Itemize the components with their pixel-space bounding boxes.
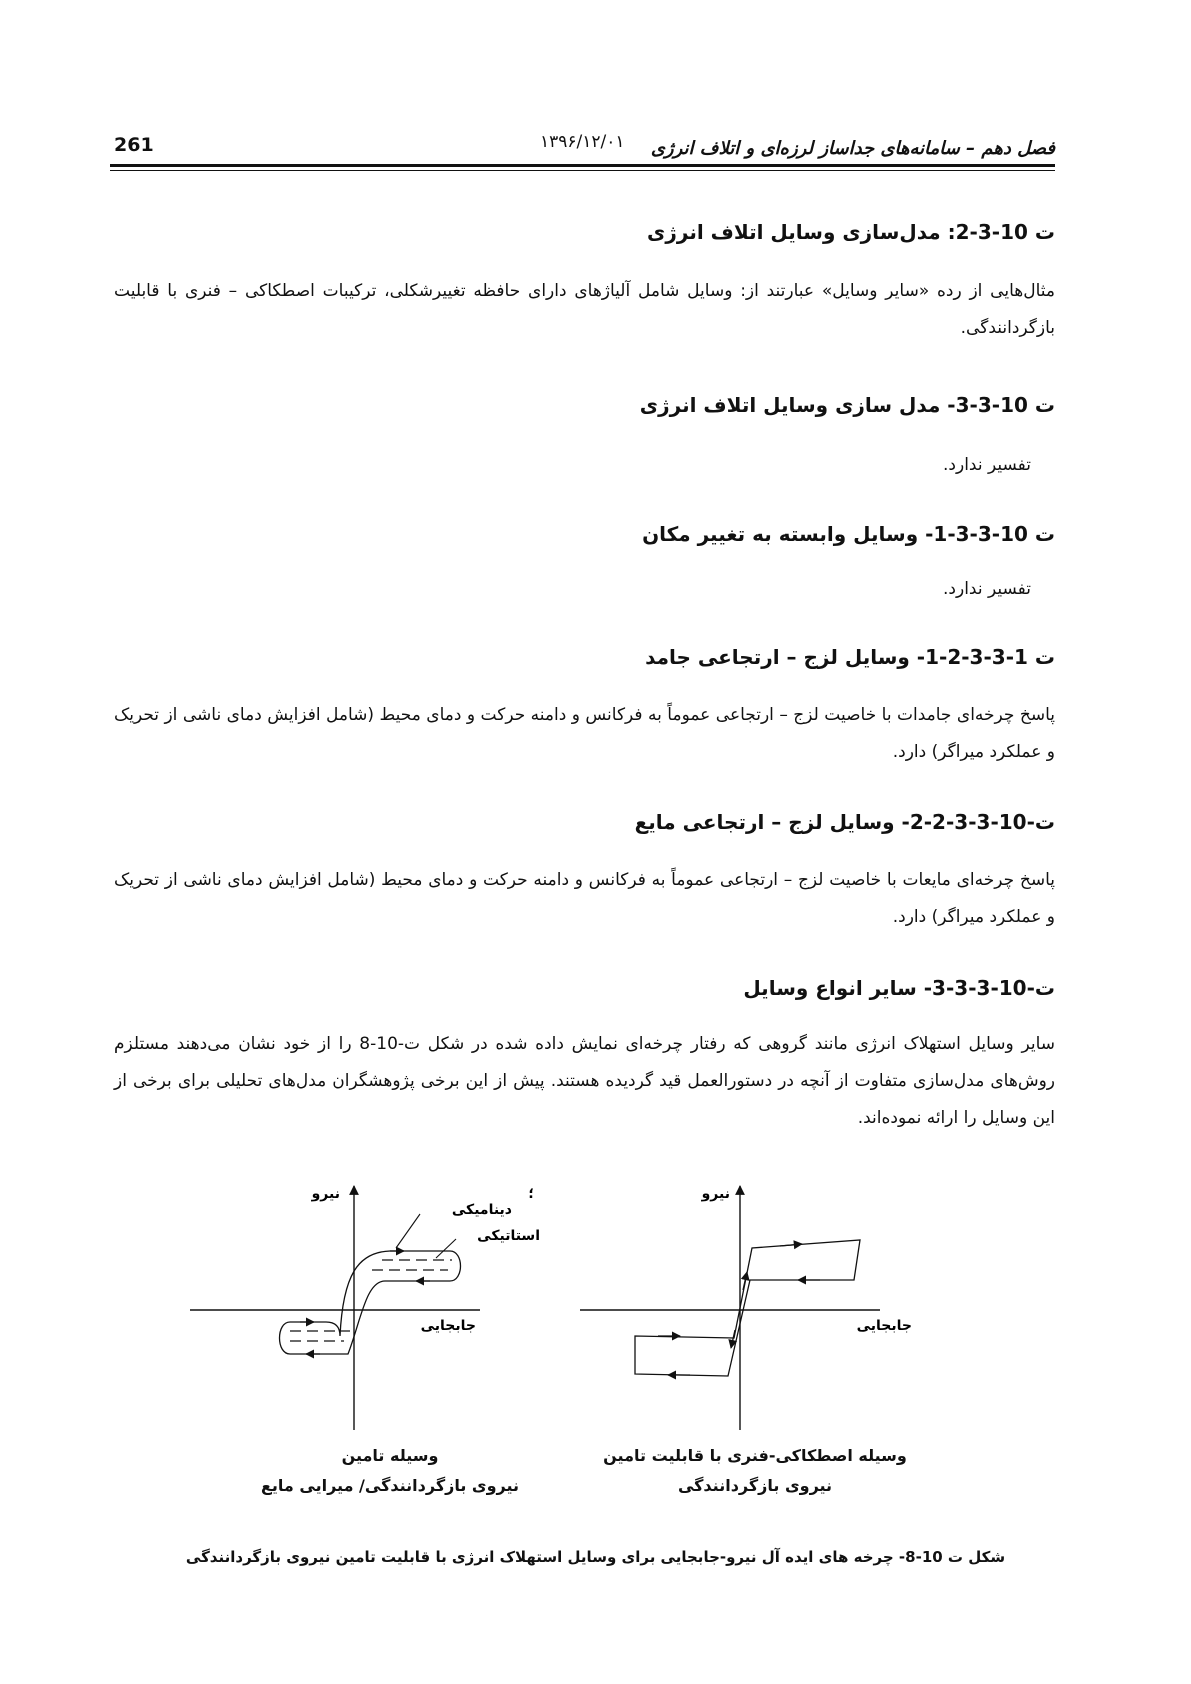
- figure-caption: شکل ت 10-8- چرخه های ایده آل نیرو-جابجایی برای وسایل استهلاک انرژی با قابلیت تامین نیروی بازگردانندگی: [185, 1548, 1006, 1566]
- dynamic-loop: [280, 1251, 461, 1354]
- left-x-label: جابجایی: [420, 1318, 476, 1334]
- left-caption-line1: وسیله تامین: [341, 1446, 439, 1465]
- leader-static: [436, 1239, 456, 1258]
- tick-mark: ؛: [528, 1186, 534, 1202]
- section-paragraph: پاسخ چرخه‌ای مایعات با خاصیت لزج – ارتجاعی عموماً به فرکانس و دامنه حرکت و دمای محیط (شامل افزایش دمای ناشی از تحریک و عملکرد میراگر) دارد.: [114, 870, 1055, 927]
- section-heading: ت 1-3-3-2-1- وسایل لزج – ارتجاعی جامد: [645, 645, 1055, 669]
- friction-loop: [635, 1240, 860, 1376]
- section-heading: ت 10-3-3- مدل سازی وسایل اتلاف انرژی: [639, 393, 1055, 417]
- left-plot: [190, 1186, 540, 1430]
- header-date: ۱۳۹۶/۱۲/۰۱: [540, 132, 625, 152]
- section-heading: ت 10-3-3-1- وسایل وابسته به تغییر مکان: [642, 522, 1055, 546]
- section-paragraph: پاسخ چرخه‌ای جامدات با خاصیت لزج – ارتجاعی عموماً به فرکانس و دامنه حرکت و دمای محیط (شامل افزایش دمای ناشی از تحریک و عملکرد میراگر) دارد.: [114, 705, 1055, 762]
- static-label: استاتیکی: [477, 1228, 540, 1244]
- right-plot: [580, 1186, 912, 1430]
- leader-dynamic: [396, 1214, 420, 1248]
- section-heading: ت-10-3-3-3- سایر انواع وسایل: [743, 976, 1055, 1000]
- right-caption-line1: وسیله اصطکاکی-فنری با قابلیت تامین: [603, 1446, 907, 1465]
- section-paragraph: سایر وسایل استهلاک انرژی مانند گروهی که رفتار چرخه‌ای نمایش داده شده در شکل ت-10-8 را از خود نشان می‌دهند مستلزم روش‌های مدل‌سازی متفاوت از آنچه در دستورالعمل قید گردیده هستند. پیش از این برخی پژوهشگران مدل‌های تحلیلی برای برخی از این وسایل را ارائه نموده‌اند.: [114, 1034, 1055, 1128]
- header-rule-thin: [110, 170, 1055, 171]
- left-caption-line2: نیروی بازگردانندگی/ میرایی مایع: [260, 1476, 520, 1495]
- section-paragraph: تفسیر ندارد.: [943, 579, 1031, 599]
- section-paragraph: تفسیر ندارد.: [943, 455, 1031, 475]
- dynamic-label: دینامیکی: [451, 1202, 512, 1218]
- right-caption-line2: نیروی بازگردانندگی: [677, 1476, 833, 1495]
- section-heading: ت 10-3-2: مدل‌سازی وسایل اتلاف انرژی: [647, 220, 1055, 244]
- page-number: 261: [114, 134, 154, 156]
- left-y-label: نیرو: [311, 1186, 340, 1202]
- header-rule-thick: [110, 164, 1055, 167]
- section-paragraph: مثال‌هایی از رده «سایر وسایل» عبارتند از: وسایل شامل آلیاژهای دارای حافظه تغییرشکلی، ترکیبات اصطکاکی – فنری با قابلیت بازگردانندگی.: [114, 281, 1055, 338]
- arrow-rise: [743, 1272, 747, 1290]
- section-heading: ت-10-3-3-2-2- وسایل لزج – ارتجاعی مایع: [634, 810, 1055, 834]
- right-y-label: نیرو: [701, 1186, 730, 1202]
- right-x-label: جابجایی: [856, 1318, 912, 1334]
- chapter-title: فصل دهم – سامانه‌های جداساز لرزه‌ای و اتلاف انرژی: [650, 138, 1055, 159]
